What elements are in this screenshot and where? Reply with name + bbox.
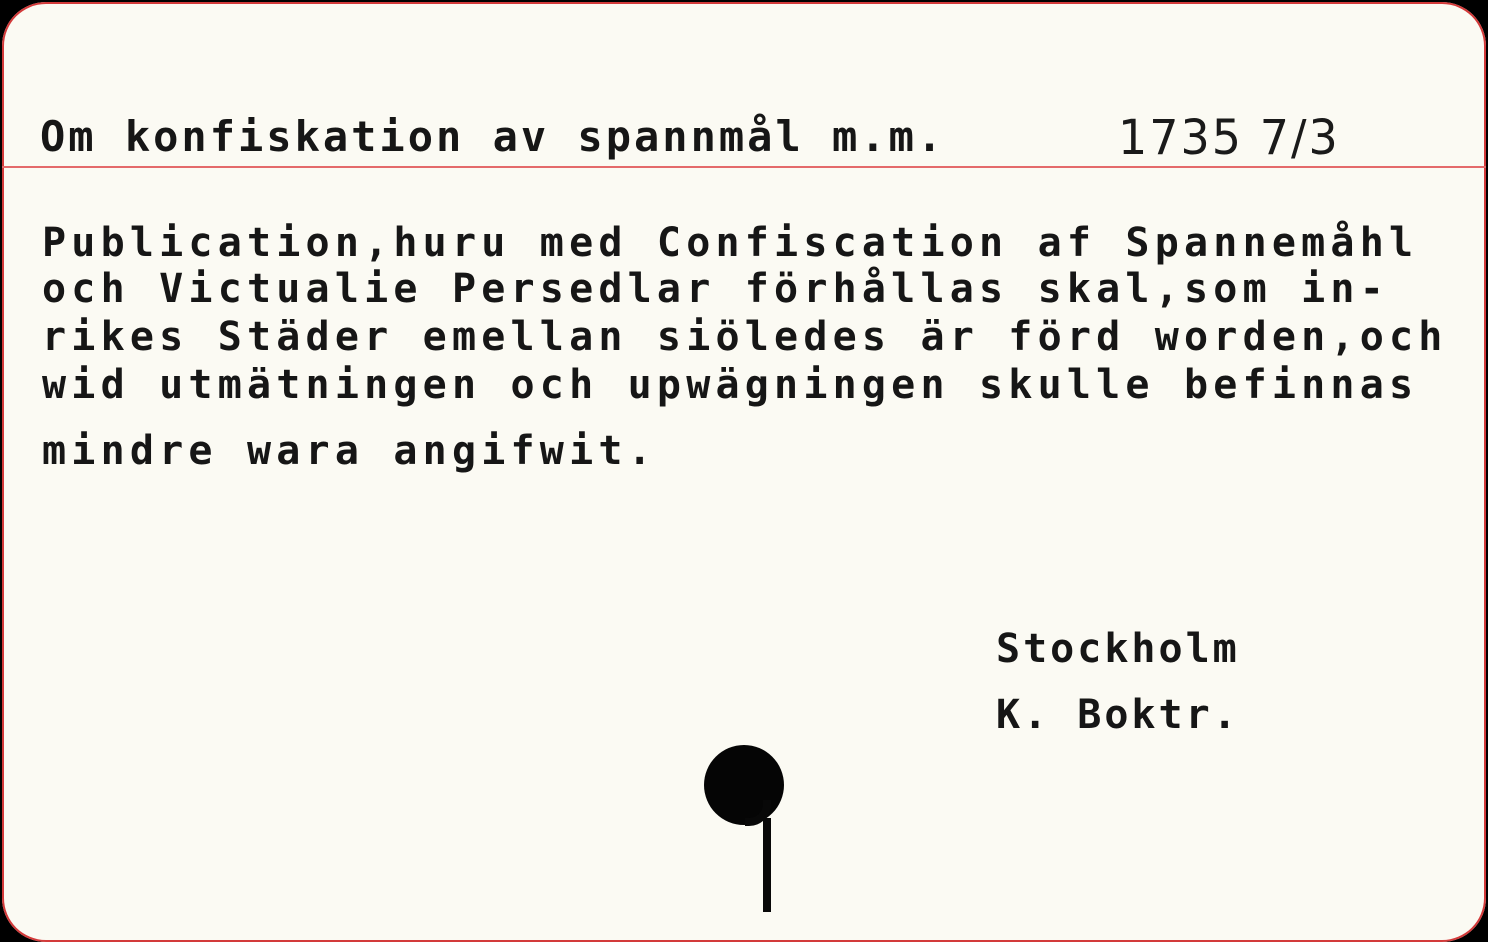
body-line-2: och Victualie Persedlar förhållas skal,som in- <box>42 266 1389 312</box>
body-line-4: wid utmätningen och upwägningen skulle befinnas <box>42 362 1419 408</box>
imprint-printer: K. Boktr. <box>996 692 1240 738</box>
card-title: Om konfiskation av spannmål m.m. <box>40 112 946 161</box>
imprint-place: Stockholm <box>996 626 1240 672</box>
body-line-5: mindre wara angifwit. <box>42 428 657 474</box>
punch-hole <box>704 745 784 825</box>
body-line-3: rikes Städer emellan siöledes är förd worden,och <box>42 314 1448 360</box>
card-date: 1735 7/3 <box>1118 108 1340 166</box>
red-rule-line <box>2 166 1486 168</box>
body-line-1: Publication,huru med Confiscation af Spannemåhl <box>42 220 1419 266</box>
card-rod <box>763 818 771 912</box>
